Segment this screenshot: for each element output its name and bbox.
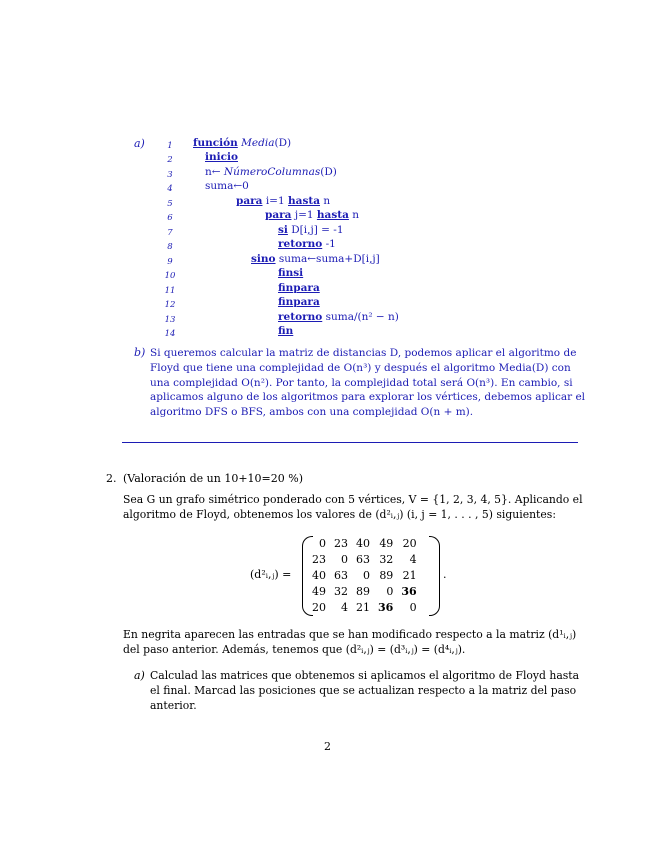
code-line-3: n← NúmeroColumnas(D) bbox=[205, 166, 337, 178]
problem-number: 2. bbox=[106, 472, 117, 485]
matrix-cell: 20 bbox=[402, 536, 417, 550]
answer-b-label: b) bbox=[134, 346, 146, 359]
matrix-cell: 49 bbox=[312, 584, 326, 598]
page-number: 2 bbox=[324, 740, 331, 753]
line-number: 4 bbox=[167, 184, 173, 194]
line-number: 14 bbox=[164, 329, 176, 339]
line-number: 1 bbox=[167, 141, 173, 151]
matrix-cell: 4 bbox=[341, 600, 348, 614]
matrix-cell: 4 bbox=[409, 552, 417, 566]
line-number: 3 bbox=[167, 170, 173, 180]
code-line-2: inicio bbox=[205, 151, 238, 163]
matrix-cell-modified: 36 bbox=[378, 600, 394, 614]
line-number: 11 bbox=[164, 286, 176, 296]
code-line-7: si D[i,j] = -1 bbox=[278, 224, 344, 236]
line-number: 12 bbox=[164, 300, 176, 310]
problem-note: En negrita aparecen las entradas que se han modificado respecto a la matriz (d¹ᵢ,ⱼ) del paso anterior. Además, tenemos que (d²ᵢ,ⱼ) = (d³ᵢ,ⱼ) = (d⁴ᵢ,ⱼ). bbox=[123, 628, 577, 656]
code-line-10: finsi bbox=[278, 267, 304, 279]
code-line-6: para j=1 hasta n bbox=[265, 209, 360, 221]
matrix-cell: 89 bbox=[379, 568, 394, 582]
matrix-cell: 32 bbox=[334, 584, 348, 598]
problem-intro: Sea G un grafo simétrico ponderado con 5 vértices, V = {1, 2, 3, 4, 5}. Aplicando el algoritmo de Floyd, obtenemos los valores de (d²ᵢ,ⱼ) (i, j = 1, . . . , 5) siguientes: bbox=[123, 493, 583, 521]
matrix-cell: 0 bbox=[363, 568, 370, 582]
code-line-4: suma←0 bbox=[205, 180, 249, 192]
code-line-8: retorno -1 bbox=[278, 238, 336, 250]
matrix-label: (d²ᵢ,ⱼ) = bbox=[250, 568, 292, 581]
answer-b-text: Si queremos calcular la matriz de distancias D, podemos aplicar el algoritmo de Floyd que tiene una complejidad de O(n³) y después el algoritmo Media(D) con una complejidad O(n²). Por tanto, la complejidad total será O(n³). En cambio, si aplicamos alguno de los algoritmos para explorar los vértices, debemos aplicar el algoritmo DFS o BFS, ambos con una complejidad O(n + m). bbox=[150, 347, 586, 419]
code-line-1: función Media(D) bbox=[193, 137, 292, 149]
matrix-cell: 0 bbox=[386, 584, 394, 598]
line-number: 9 bbox=[167, 257, 173, 267]
code-line-5: para i=1 hasta n bbox=[236, 195, 331, 207]
matrix-cell-modified: 36 bbox=[401, 584, 417, 598]
matrix-cell: 20 bbox=[312, 600, 326, 614]
matrix-cell: 49 bbox=[379, 536, 394, 550]
solution-divider bbox=[122, 442, 578, 443]
matrix-row bbox=[308, 535, 421, 551]
part-a-label: a) bbox=[134, 669, 145, 682]
matrix-cell: 40 bbox=[356, 536, 370, 550]
matrix-cell: 21 bbox=[402, 568, 417, 582]
line-number: 13 bbox=[164, 315, 176, 325]
code-line-13: retorno suma/(n² − n) bbox=[278, 311, 399, 323]
matrix-cell: 23 bbox=[334, 536, 348, 550]
line-number: 10 bbox=[164, 271, 176, 281]
matrix-row bbox=[308, 583, 421, 599]
distance-matrix bbox=[308, 535, 421, 615]
matrix-cell: 23 bbox=[312, 552, 326, 566]
matrix-cell: 63 bbox=[334, 568, 348, 582]
code-line-12: finpara bbox=[278, 296, 320, 308]
code-line-9: sino suma←suma+D[i,j] bbox=[251, 253, 380, 265]
problem-heading: (Valoración de un 10+10=20 %) bbox=[123, 472, 304, 485]
line-number: 7 bbox=[167, 228, 173, 238]
part-a-text: Calculad las matrices que obtenemos si aplicamos el algoritmo de Floyd hasta el final. Marcad las posiciones que se actualizan respecto a la matriz del paso anterior. bbox=[150, 669, 580, 712]
matrix-cell: 89 bbox=[356, 584, 370, 598]
matrix-cell: 40 bbox=[312, 568, 326, 582]
line-number: 8 bbox=[167, 242, 173, 252]
matrix-cell: 63 bbox=[356, 552, 370, 566]
matrix-cell: 0 bbox=[409, 600, 417, 614]
matrix-cell: 0 bbox=[341, 552, 348, 566]
matrix-row bbox=[308, 599, 421, 615]
matrix-period: . bbox=[443, 568, 447, 581]
line-number: 5 bbox=[167, 199, 173, 209]
matrix-cell: 21 bbox=[356, 600, 370, 614]
line-number: 2 bbox=[167, 155, 173, 165]
matrix-cell: 0 bbox=[319, 536, 326, 550]
matrix-row bbox=[308, 551, 421, 567]
matrix-row bbox=[308, 567, 421, 583]
code-line-11: finpara bbox=[278, 282, 320, 294]
matrix-right-bracket bbox=[429, 536, 440, 616]
code-line-14: fin bbox=[278, 325, 294, 337]
line-number: 6 bbox=[167, 213, 173, 223]
answer-a-label: a) bbox=[134, 137, 145, 150]
matrix-cell: 32 bbox=[379, 552, 394, 566]
